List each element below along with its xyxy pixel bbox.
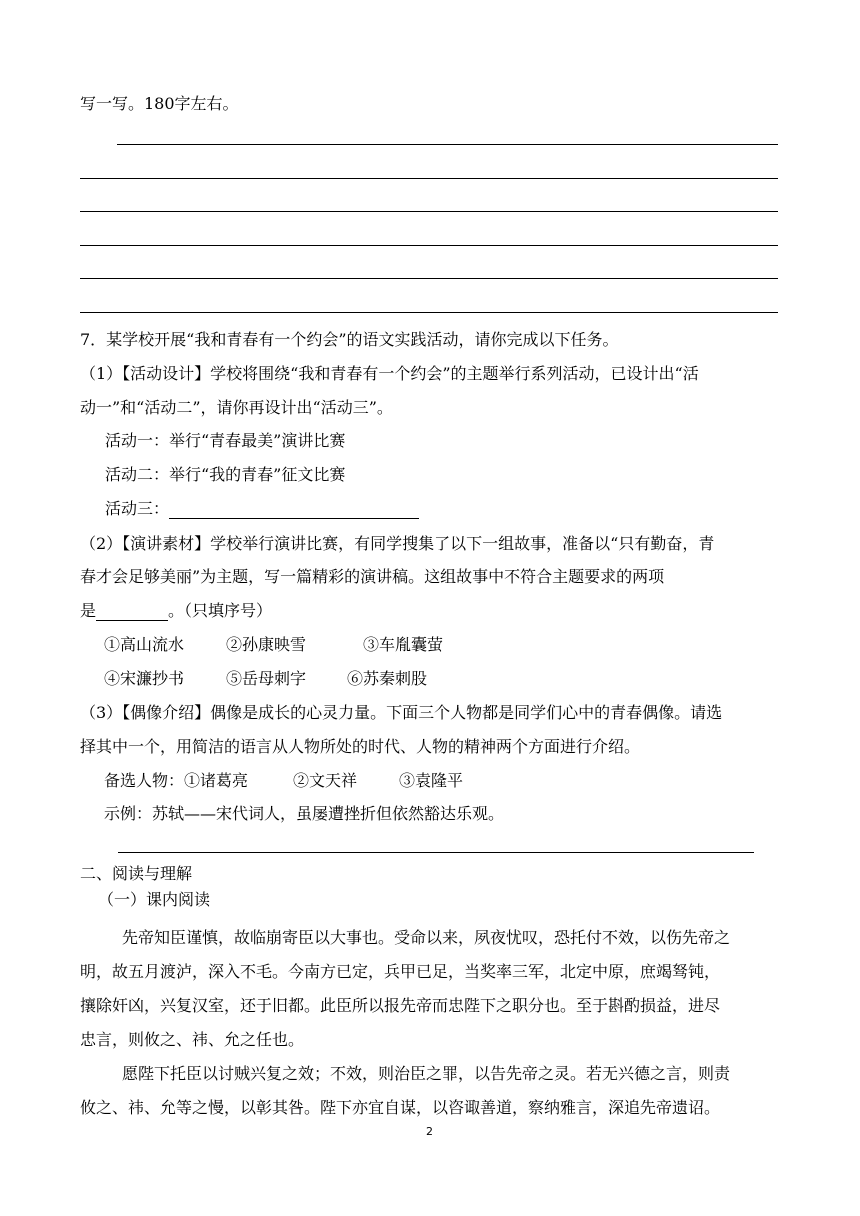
section-heading: 二、阅读与理解 <box>80 864 193 883</box>
passage-line: 愿陛下托臣以讨贼兴复之效；不效，则治臣之罪，以告先帝之灵。若无兴德之言，则责 <box>122 1064 731 1083</box>
story-option: ③车胤囊萤 <box>363 635 444 654</box>
page-number: 2 <box>426 1125 433 1138</box>
q7-part2-line1: （2）【演讲素材】学校举行演讲比赛，有同学搜集了以下一组故事，准备以“只有勤奋，青 <box>80 534 715 553</box>
story-option: ①高山流水 <box>104 635 185 654</box>
example-line: 示例：苏轼——宋代词人，虽屡遭挫折但依然豁达乐观。 <box>104 804 505 823</box>
q7-part3-line1: （3）【偶像介绍】偶像是成长的心灵力量。下面三个人物都是同学们心中的青春偶像。请选 <box>80 703 723 722</box>
q7-part2-line2: 春才会足够美丽”为主题，写一篇精彩的演讲稿。这组故事中不符合主题要求的两项 <box>80 567 665 586</box>
activity-2: 活动二：举行“我的青春”征文比赛 <box>105 465 346 484</box>
story-option: ⑥苏秦刺股 <box>347 669 428 688</box>
q7-part1-line1: （1）【活动设计】学校将围绕“我和青春有一个约会”的主题举行系列活动，已设计出“活 <box>80 364 699 383</box>
activity-3-label: 活动三： <box>105 499 170 518</box>
story-option: ④宋濂抄书 <box>104 669 185 688</box>
passage-line: 攘除奸凶，兴复汉室，还于旧都。此臣所以报先帝而忠陛下之职分也。至于斟酌损益，进尽 <box>80 996 721 1015</box>
activity-3-answer-blank[interactable] <box>169 500 419 519</box>
writing-line[interactable] <box>80 312 778 313</box>
candidate-option: ③袁隆平 <box>399 771 464 790</box>
writing-line[interactable] <box>80 211 778 212</box>
passage-line: 先帝知臣谨慎，故临崩寄臣以大事也。受命以来，夙夜忧叹，恐托付不效，以伤先帝之 <box>122 928 731 947</box>
question-7-title: 7．某学校开展“我和青春有一个约会”的语文实践活动，请你完成以下任务。 <box>80 330 619 349</box>
writing-line[interactable] <box>80 245 778 246</box>
passage-line: 忠言，则攸之、祎、允之任也。 <box>80 1030 305 1049</box>
q7-part3-answer-line[interactable] <box>118 852 754 853</box>
writing-line[interactable] <box>80 278 778 279</box>
q7-part2-line3 <box>80 601 272 621</box>
q7-part2-suffix: 。（只填序号） <box>168 601 273 620</box>
candidate-option: ②文天祥 <box>293 771 358 790</box>
q7-part2-answer-blank[interactable] <box>96 602 168 621</box>
story-option: ⑤岳母刺字 <box>226 669 307 688</box>
subsection-heading: （一）课内阅读 <box>98 890 211 909</box>
q7-part2-prefix: 是 <box>80 601 97 620</box>
activity-3 <box>105 499 419 519</box>
story-option: ②孙康映雪 <box>226 635 307 654</box>
candidates-label: 备选人物： <box>104 771 185 790</box>
q7-part3-line2: 择其中一个，用简洁的语言从人物所处的时代、人物的精神两个方面进行介绍。 <box>80 737 641 756</box>
candidate-option: ①诸葛亮 <box>184 771 249 790</box>
passage-line: 攸之、祎、允等之慢，以彰其咎。陛下亦宜自谋，以咨诹善道，察纳雅言，深追先帝遗诏。 <box>80 1098 721 1117</box>
writing-prompt-tail: 写一写。180字左右。 <box>80 94 239 113</box>
writing-line[interactable] <box>117 144 778 145</box>
writing-line[interactable] <box>80 178 778 179</box>
activity-1: 活动一：举行“青春最美”演讲比赛 <box>105 431 346 450</box>
candidate-list <box>104 771 248 791</box>
q7-part1-line2: 动一”和“活动二”，请你再设计出“活动三”。 <box>80 398 393 417</box>
passage-line: 明，故五月渡泸，深入不毛。今南方已定，兵甲已足，当奖率三军，北定中原，庶竭驽钝， <box>80 962 721 981</box>
